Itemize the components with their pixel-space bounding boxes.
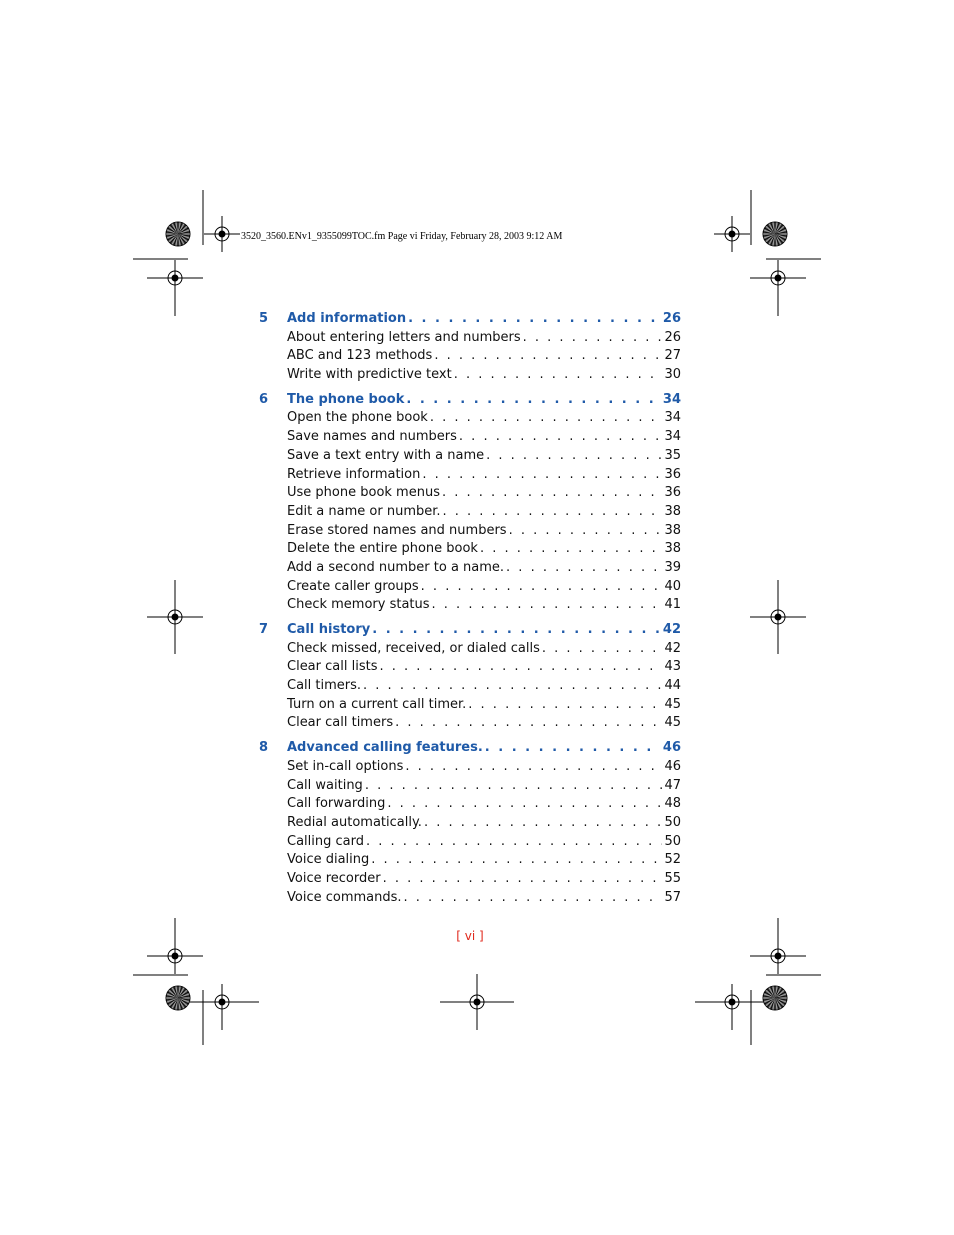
toc-entry[interactable] [259, 429, 681, 448]
toc-entry[interactable] [259, 778, 681, 797]
entry-page: 35 [664, 447, 681, 463]
toc-chapter [259, 392, 681, 616]
dot-leader [523, 330, 663, 345]
entry-title: ABC and 123 methods [287, 348, 433, 364]
toc-chapter [259, 622, 681, 734]
chapter-page: 46 [662, 740, 681, 756]
entry-page: 50 [664, 833, 681, 849]
toc-entry[interactable] [259, 467, 681, 486]
toc-entry[interactable] [259, 659, 681, 678]
entry-page: 34 [664, 410, 681, 426]
entry-page: 27 [664, 348, 681, 364]
toc-chapter [259, 311, 681, 386]
toc-entry[interactable] [259, 367, 681, 386]
entry-page: 36 [664, 466, 681, 482]
entry-page: 39 [664, 559, 681, 575]
chapter-number: 7 [259, 622, 269, 637]
toc-entry[interactable] [259, 597, 681, 616]
chapter-page: 34 [662, 391, 681, 407]
toc-entry[interactable] [259, 560, 681, 579]
dot-leader [480, 541, 663, 556]
entry-page: 38 [664, 541, 681, 557]
dot-leader [506, 560, 662, 575]
dot-leader [372, 622, 661, 637]
chapter-heading[interactable] [259, 740, 681, 759]
dot-leader [421, 579, 663, 594]
entry-title: Create caller groups [287, 578, 419, 594]
chapter-title: Advanced calling features. [287, 740, 483, 756]
dot-leader [406, 392, 661, 407]
toc-entry[interactable] [259, 871, 681, 890]
chapter-heading[interactable] [259, 311, 681, 330]
entry-page: 30 [664, 367, 681, 383]
entry-page: 41 [664, 597, 681, 613]
toc-entry[interactable] [259, 834, 681, 853]
entry-page: 50 [664, 814, 681, 830]
dot-leader [371, 852, 662, 867]
toc-entry[interactable] [259, 330, 681, 349]
entry-title: Save a text entry with a name [287, 447, 485, 463]
dot-leader [422, 467, 662, 482]
starburst-icon [166, 222, 190, 246]
entry-page: 38 [664, 503, 681, 519]
chapter-title: Add information [287, 311, 407, 326]
entry-title: Open the phone book [287, 410, 428, 426]
entry-title: Calling card [287, 833, 364, 849]
entry-page: 26 [664, 329, 681, 345]
page-folio: [ vi ] [456, 929, 484, 943]
chapter-number: 6 [259, 391, 269, 407]
dot-leader [404, 890, 663, 905]
entry-page: 38 [664, 522, 681, 538]
toc-entry[interactable] [259, 641, 681, 660]
entry-title: Call timers. [287, 678, 362, 694]
entry-page: 36 [664, 485, 681, 501]
toc-entry[interactable] [259, 678, 681, 697]
toc-entry[interactable] [259, 796, 681, 815]
entry-page: 55 [664, 870, 681, 886]
dot-leader [379, 659, 662, 674]
toc-entry[interactable] [259, 485, 681, 504]
chapter-heading[interactable] [259, 392, 681, 411]
chapter-heading[interactable] [259, 622, 681, 641]
chapter-number: 5 [259, 311, 269, 326]
toc-entry[interactable] [259, 852, 681, 871]
chapter-page: 42 [662, 622, 681, 637]
chapter-title: Call history [287, 622, 371, 637]
dot-leader [432, 597, 663, 612]
entry-page: 42 [664, 640, 681, 656]
dot-leader [430, 410, 663, 425]
entry-title: Erase stored names and numbers [287, 522, 507, 538]
dot-leader [366, 834, 662, 849]
entry-page: 48 [664, 796, 681, 812]
table-of-contents [259, 311, 681, 914]
chapter-number: 8 [259, 740, 269, 756]
entry-title: Turn on a current call timer. [287, 696, 467, 712]
entry-page: 47 [664, 777, 681, 793]
entry-title: Delete the entire phone book [287, 541, 478, 557]
dot-leader [387, 796, 662, 811]
entry-title: Check memory status [287, 597, 430, 613]
entry-title: Add a second number to a name. [287, 559, 505, 575]
entry-title: Redial automatically. [287, 814, 422, 830]
dot-leader [405, 759, 662, 774]
entry-title: Set in-call options [287, 758, 404, 774]
entry-page: 45 [664, 715, 681, 731]
entry-title: Voice recorder [287, 870, 381, 886]
toc-entry[interactable] [259, 579, 681, 598]
toc-entry[interactable] [259, 523, 681, 542]
entry-title: Call waiting [287, 777, 363, 793]
dot-leader [365, 778, 663, 793]
entry-title: Call forwarding [287, 796, 386, 812]
toc-chapter [259, 740, 681, 908]
entry-title: Edit a name or number. [287, 503, 441, 519]
chapter-title: The phone book [287, 391, 405, 407]
dot-leader [485, 740, 661, 755]
starburst-icon [763, 222, 787, 246]
entry-page: 34 [664, 429, 681, 445]
entry-title: Check missed, received, or dialed calls [287, 640, 540, 656]
dot-leader [509, 523, 663, 538]
entry-page: 52 [664, 852, 681, 868]
toc-entry[interactable] [259, 890, 681, 909]
dot-leader [383, 871, 663, 886]
entry-title: Retrieve information [287, 466, 421, 482]
dot-leader [459, 429, 663, 444]
dot-leader [363, 678, 662, 693]
entry-title: About entering letters and numbers [287, 329, 521, 345]
entry-title: Voice dialing [287, 852, 370, 868]
toc-entry[interactable] [259, 448, 681, 467]
dot-leader [443, 504, 663, 519]
chapter-page: 26 [662, 311, 681, 326]
dot-leader [542, 641, 663, 656]
dot-leader [468, 697, 662, 712]
entry-page: 44 [664, 678, 681, 694]
starburst-icon [166, 986, 190, 1010]
entry-title: Voice commands. [287, 889, 402, 905]
toc-entry[interactable] [259, 815, 681, 834]
entry-title: Save names and numbers [287, 429, 457, 445]
entry-title: Clear call lists [287, 659, 378, 675]
entry-page: 46 [664, 758, 681, 774]
dot-leader [442, 485, 662, 500]
dot-leader [454, 367, 663, 382]
entry-page: 40 [664, 578, 681, 594]
entry-page: 57 [664, 889, 681, 905]
starburst-icon [763, 986, 787, 1010]
entry-title: Clear call timers [287, 715, 394, 731]
dot-leader [408, 311, 661, 326]
toc-entry[interactable] [259, 410, 681, 429]
dot-leader [395, 715, 662, 730]
toc-entry[interactable] [259, 697, 681, 716]
entry-page: 43 [664, 659, 681, 675]
toc-entry[interactable] [259, 541, 681, 560]
dot-leader [434, 348, 662, 363]
dot-leader [424, 815, 663, 830]
toc-entry[interactable] [259, 759, 681, 778]
toc-entry[interactable] [259, 715, 681, 734]
entry-title: Write with predictive text [287, 367, 452, 383]
entry-page: 45 [664, 696, 681, 712]
toc-entry[interactable] [259, 348, 681, 367]
print-header: 3520_3560.ENv1_9355099TOC.fm Page vi Friday, February 28, 2003 9:12 AM [241, 231, 563, 242]
entry-title: Use phone book menus [287, 485, 440, 501]
toc-entry[interactable] [259, 504, 681, 523]
dot-leader [486, 448, 662, 463]
